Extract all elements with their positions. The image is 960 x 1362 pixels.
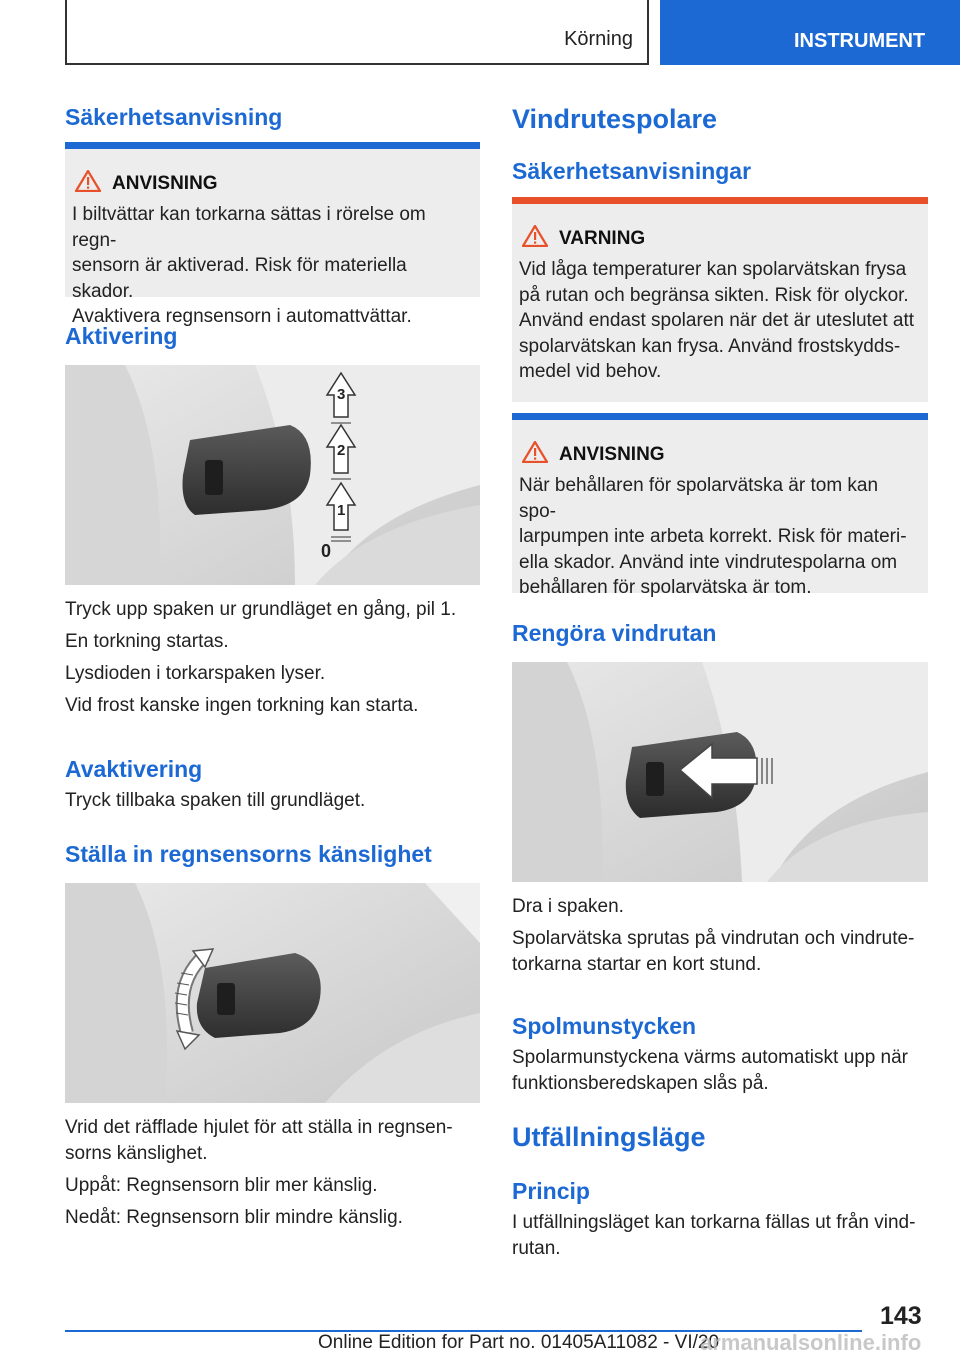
notice-title-1: ANVISNING — [112, 173, 218, 194]
notice-title-2: ANVISNING — [559, 444, 665, 465]
notice-text-2 — [519, 473, 920, 601]
notice-box-1 — [65, 142, 480, 327]
paragraph-line: En torkning startas. — [65, 631, 229, 652]
pull-stalk-image — [512, 662, 928, 882]
paragraph-line: Nedåt: Regnsensorn blir mindre känslig. — [65, 1207, 403, 1228]
paragraph-line: Vrid det räfflade hjulet för att ställa in regnsen- — [65, 1117, 453, 1138]
stalk-label-2: 2 — [337, 442, 346, 459]
paragraph-line: Spolarmunstyckena värms automatiskt upp när — [512, 1047, 909, 1068]
warning-line: spolarvätskan kan frysa. Använd frostskydds- — [519, 335, 901, 357]
notice-line: sensorn är aktiverad. Risk för materiella skador. — [72, 255, 407, 302]
stalk-label-3: 3 — [337, 386, 346, 403]
footer-edition: Online Edition for Part no. 01405A11082 - VI/20 — [318, 1332, 720, 1353]
activation-heading: Aktivering — [65, 323, 178, 349]
notice-line: larpumpen inte arbeta korrekt. Risk för materi- — [519, 526, 907, 547]
paragraph-line: I utfällningsläget kan torkarna fällas ut från vind- — [512, 1212, 916, 1233]
notice-bar-1 — [65, 142, 480, 149]
paragraph-line: Lysdioden i torkarspaken lyser. — [65, 663, 326, 684]
stalk-label-0: 0 — [321, 541, 332, 561]
paragraph-line: Uppåt: Regnsensorn blir mer känslig. — [65, 1175, 378, 1196]
foldout-heading: Utfällningsläge — [512, 1122, 706, 1152]
stalk-label-1: 1 — [337, 502, 346, 519]
warning-line: på rutan och begränsa sikten. Risk för olyckor. — [519, 284, 909, 306]
warning-line: Använd endast spolaren när det är uteslutet att — [519, 310, 915, 331]
header-chapter-box — [660, 0, 960, 65]
header-chapter-title: INSTRUMENT — [794, 30, 926, 52]
clean-heading: Rengöra vindrutan — [512, 620, 717, 646]
principle-text — [512, 1210, 915, 1262]
header-section-box — [65, 0, 649, 65]
warning-triangle-icon — [75, 170, 101, 192]
footer-watermark: armanualsonline.info — [700, 1330, 922, 1355]
warning-text — [519, 257, 920, 385]
warning-line: medel vid behov. — [519, 361, 662, 382]
deactivation-heading: Avaktivering — [65, 756, 203, 782]
nozzles-text — [512, 1045, 908, 1097]
warning-triangle-icon — [522, 441, 548, 463]
paragraph-line: funktionsberedskapen slås på. — [512, 1073, 769, 1094]
wiper-stalk-positions-image — [65, 365, 480, 585]
warning-triangle-icon — [522, 225, 548, 247]
warning-box — [512, 197, 928, 402]
activation-text — [65, 597, 456, 719]
paragraph-line: rutan. — [512, 1238, 561, 1259]
clean-text — [512, 894, 914, 978]
header-section-title: Körning — [564, 28, 633, 50]
paragraph-line: Vid frost kanske ingen torkning kan starta. — [65, 695, 419, 716]
principle-heading: Princip — [512, 1178, 590, 1204]
notice-box-2 — [512, 413, 928, 598]
notice-line: behållaren för spolarvätska är tom. — [519, 577, 812, 598]
paragraph-line: sorns känslighet. — [65, 1143, 208, 1164]
sensitivity-text — [65, 1115, 453, 1231]
page-number: 143 — [880, 1302, 922, 1330]
deactivation-text: Tryck tillbaka spaken till grundläget. — [65, 790, 366, 811]
notice-bar-2 — [512, 413, 928, 420]
nozzles-heading: Spolmunstycken — [512, 1013, 697, 1039]
notice-text-1 — [72, 202, 472, 330]
sensitivity-heading: Ställa in regnsensorns känslighet — [65, 841, 432, 867]
safety-sub-heading: Säkerhetsanvisningar — [512, 158, 752, 184]
notice-line: När behållaren för spolarvätska är tom kan spo- — [519, 475, 879, 522]
paragraph-line: Spolarvätska sprutas på vindrutan och vindrute- — [512, 928, 915, 949]
sensitivity-wheel-image — [65, 883, 480, 1103]
paragraph-line: Tryck upp spaken ur grundläget en gång, pil 1. — [65, 599, 457, 620]
warning-line: Vid låga temperaturer kan spolarvätskan frysa — [519, 259, 907, 280]
warning-bar — [512, 197, 928, 204]
paragraph-line: Dra i spaken. — [512, 896, 624, 917]
main-heading: Vindrutespolare — [512, 104, 718, 134]
notice-line: I biltvättar kan torkarna sättas i rörelse om regn- — [72, 204, 426, 251]
notice-line: ella skador. Använd inte vindrutespolarna om — [519, 551, 898, 573]
safety-heading: Säkerhetsanvisning — [65, 104, 283, 130]
warning-title: VARNING — [559, 228, 646, 249]
paragraph-line: torkarna startar en kort stund. — [512, 954, 762, 975]
notice-line: Avaktivera regnsensorn i automattvättar. — [72, 306, 412, 327]
